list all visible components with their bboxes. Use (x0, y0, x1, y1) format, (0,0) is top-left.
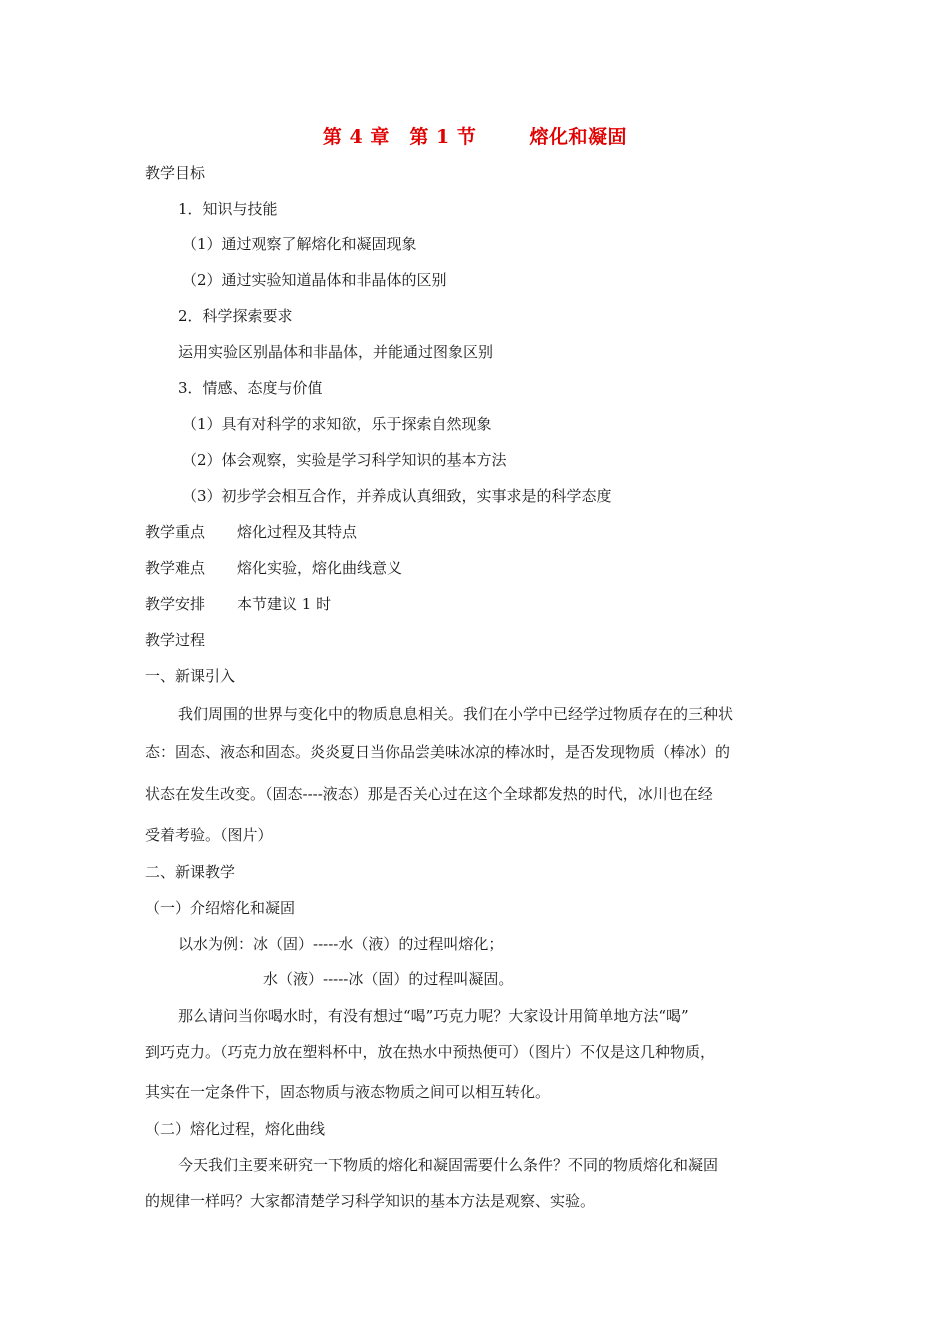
key-point-label: 教学重点 (145, 523, 206, 541)
paragraph-line: 的规律一样吗？大家都清楚学习科学知识的基本方法是观察、实验。 (145, 1192, 596, 1210)
paragraph-line: 到巧克力。（巧克力放在塑料杯中，放在热水中预热便可）（图片）不仅是这几种物质， (145, 1043, 716, 1061)
paragraph-line: 其实在一定条件下，固态物质与液态物质之间可以相互转化。 (145, 1083, 551, 1101)
difficulty-value: 熔化实验，熔化曲线意义 (237, 559, 403, 577)
goal-item: （2）通过实验知道晶体和非晶体的区别 (182, 271, 447, 289)
key-point-value: 熔化过程及其特点 (237, 523, 358, 541)
paragraph-line: 态：固态、液态和固态。炎炎夏日当你品尝美味冰凉的棒冰时，是否发现物质（棒冰）的 (145, 743, 731, 761)
paragraph-line: 今天我们主要来研究一下物质的熔化和凝固需要什么条件？不同的物质熔化和凝固 (178, 1156, 719, 1174)
subsection-heading: （二）熔化过程，熔化曲线 (145, 1120, 326, 1138)
section-intro-heading: 一、新课引入 (145, 667, 236, 685)
goal-emotion-values: 3．情感、态度与价值 (178, 379, 323, 397)
goal-item: （3）初步学会相互合作，并养成认真细致，实事求是的科学态度 (182, 487, 612, 505)
schedule-label: 教学安排 (145, 595, 206, 613)
key-point-row (145, 521, 357, 543)
paragraph-line: 受着考验。（图片） (145, 826, 273, 844)
goal-item: （1）具有对科学的求知欲，乐于探索自然现象 (182, 415, 492, 433)
example-line: 以水为例：冰（固）-----水（液）的过程叫熔化； (178, 935, 504, 953)
schedule-value: 本节建议 1 时 (237, 595, 332, 613)
goal-knowledge-skills: 1．知识与技能 (178, 200, 278, 218)
heading-teaching-goals: 教学目标 (145, 164, 206, 182)
subsection-heading: （一）介绍熔化和凝固 (145, 899, 296, 917)
paragraph-line: 那么请问当你喝水时，有没有想过“喝”巧克力呢？大家设计用简单地方法“喝” (178, 1007, 689, 1025)
section-new-lesson-heading: 二、新课教学 (145, 863, 236, 881)
example-line: 水（液）-----冰（固）的过程叫凝固。 (263, 970, 514, 988)
difficulty-row (145, 557, 402, 579)
paragraph-line: 我们周围的世界与变化中的物质息息相关。我们在小学中已经学过物质存在的三种状 (178, 705, 734, 723)
goal-item: （2）体会观察，实验是学习科学知识的基本方法 (182, 451, 507, 469)
goal-item: （1）通过观察了解熔化和凝固现象 (182, 235, 417, 253)
goal-item: 运用实验区别晶体和非晶体，并能通过图象区别 (178, 343, 494, 361)
goal-science-inquiry: 2．科学探索要求 (178, 307, 293, 325)
difficulty-label: 教学难点 (145, 559, 206, 577)
page-title: 第 4 章 第 1 节 熔化和凝固 (322, 126, 628, 148)
schedule-row (145, 593, 331, 615)
heading-teaching-process: 教学过程 (145, 631, 206, 649)
paragraph-line: 状态在发生改变。（固态----液态）那是否关心过在这个全球都发热的时代，冰川也在经 (145, 785, 713, 803)
